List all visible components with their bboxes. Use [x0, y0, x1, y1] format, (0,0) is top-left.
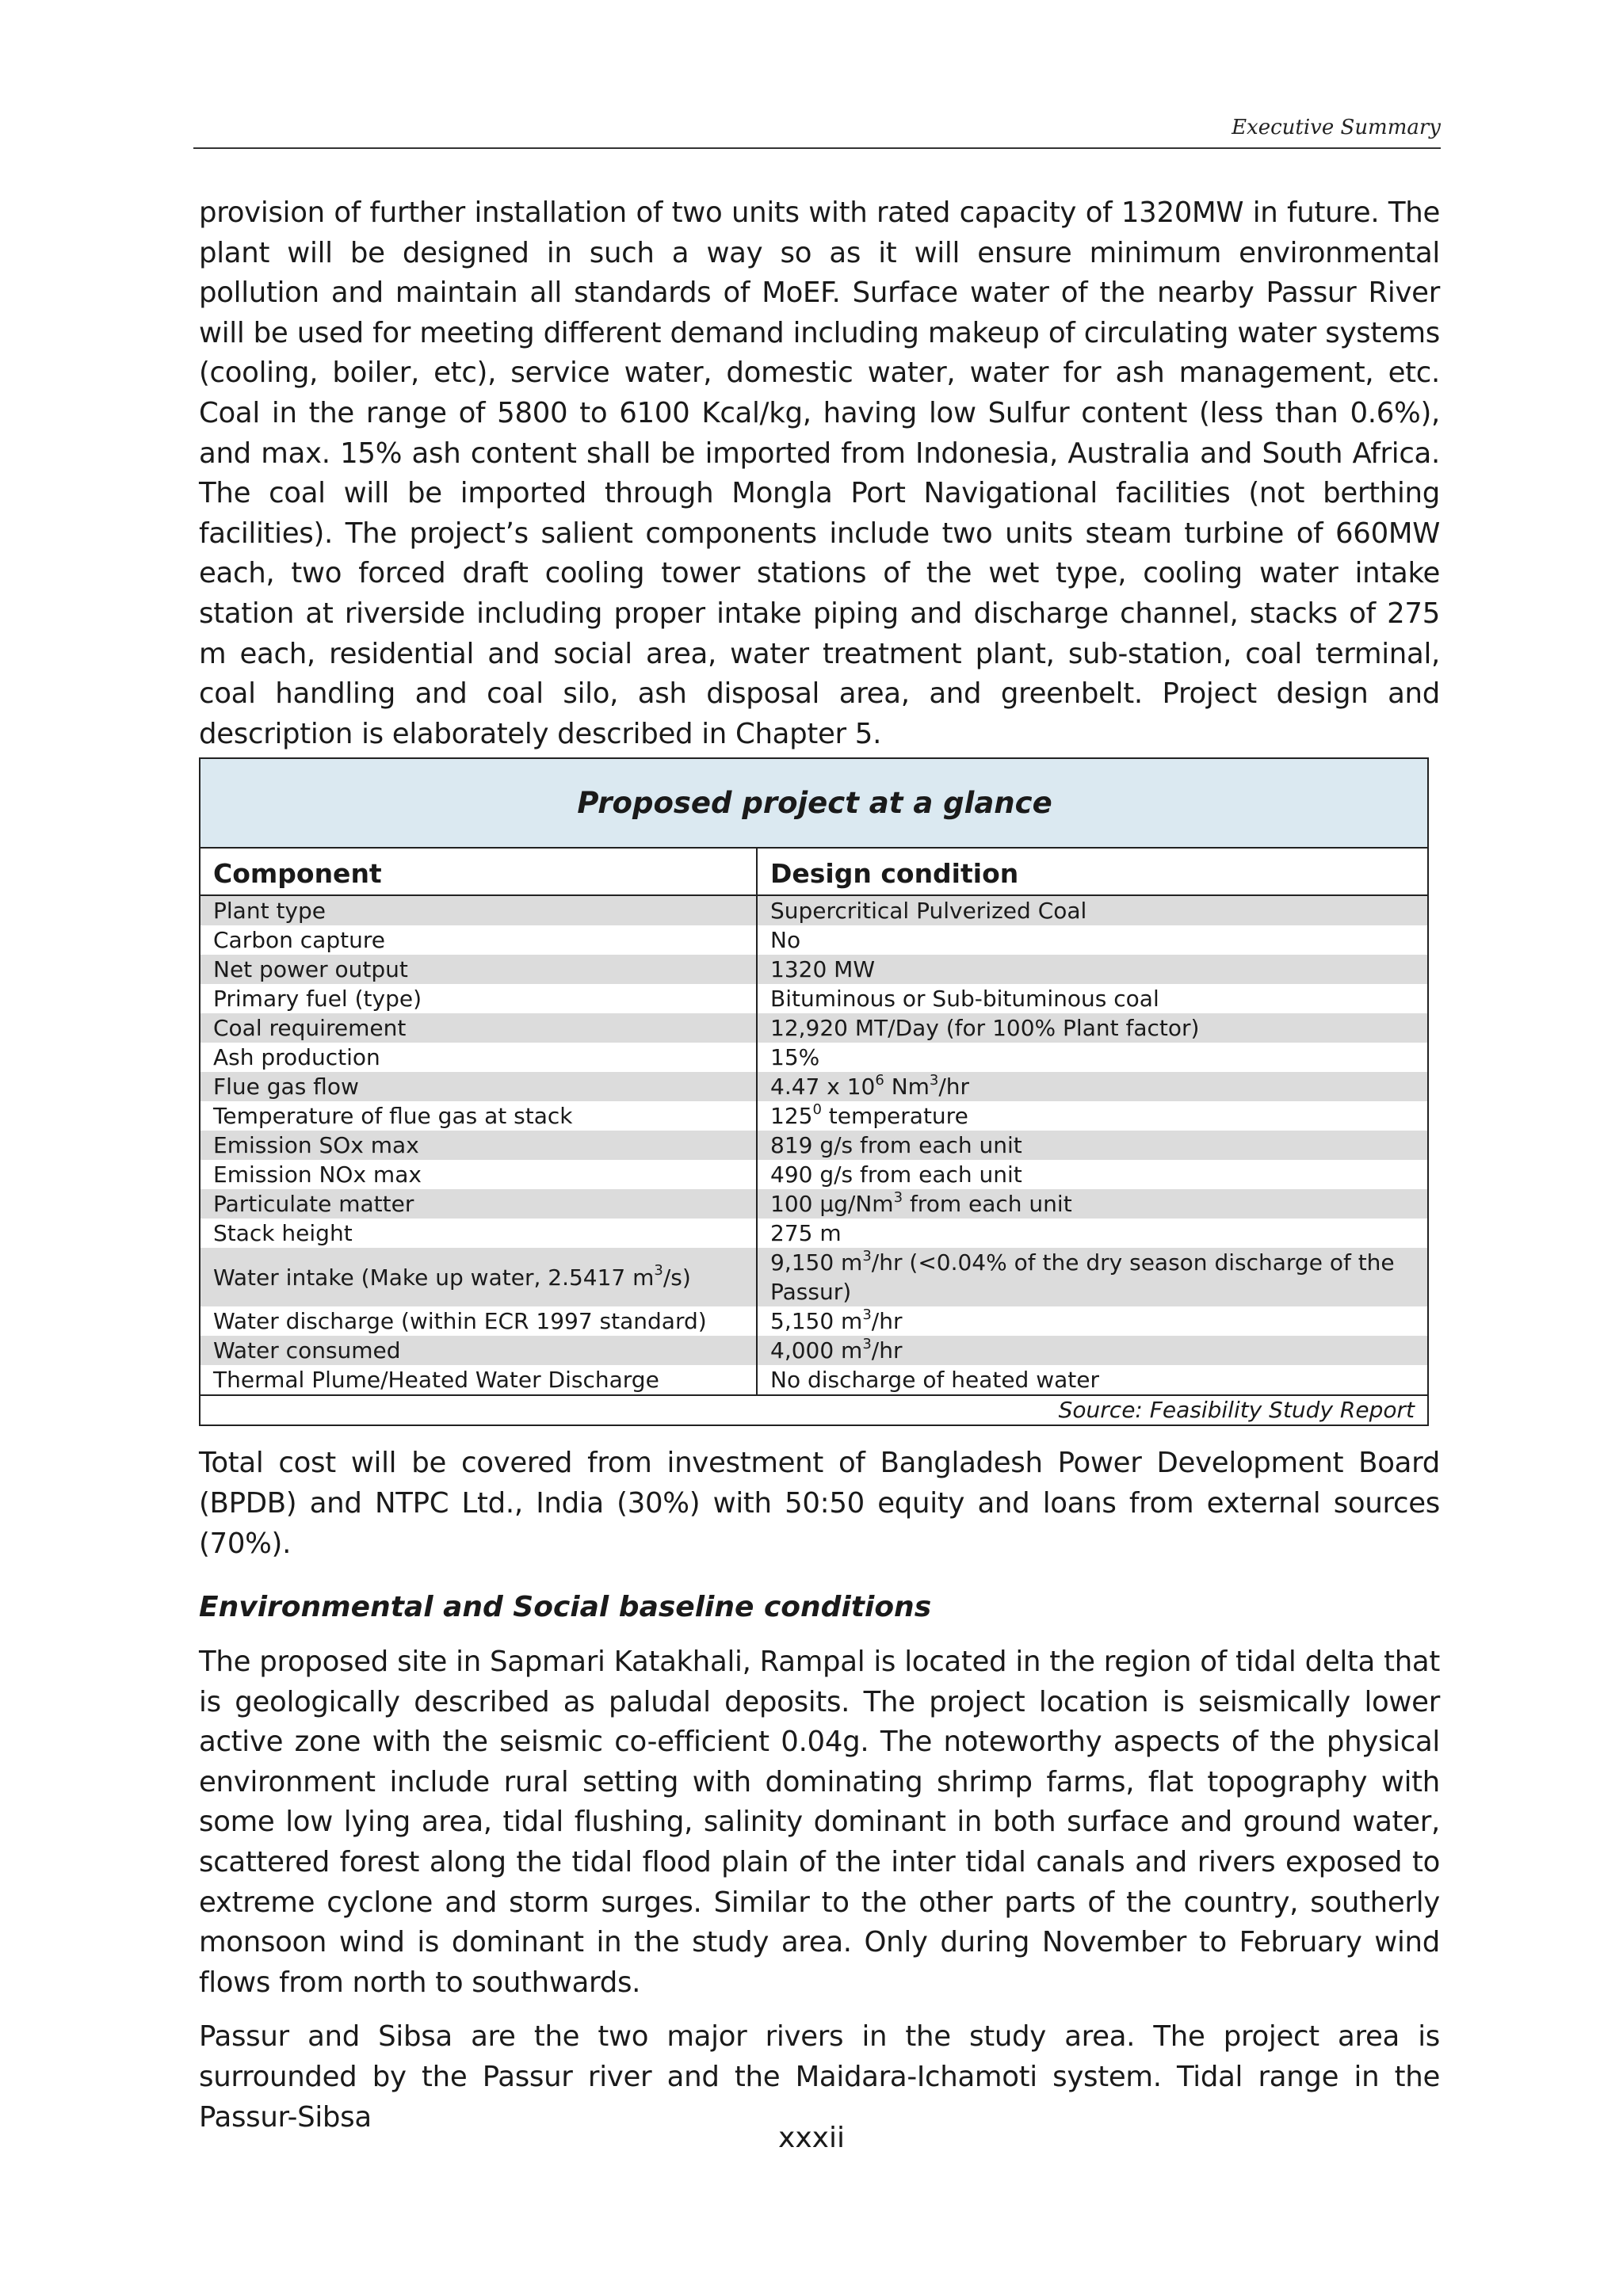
table-row [200, 1248, 1428, 1306]
table-row [200, 895, 1428, 925]
design-condition-cell: No discharge of heated water [770, 1367, 1100, 1394]
component-cell: Thermal Plume/Heated Water Discharge [200, 1365, 757, 1395]
rivers-paragraph: Passur and Sibsa are the two major rivers in the study area. The project area is surrounded by the Passur river and the Maidara-Ichamoti system. Tidal range in the Passur-Sibsa [199, 2020, 1440, 2134]
superscript: 3 [862, 1306, 872, 1323]
table-row [200, 925, 1428, 955]
design-condition-cell: 4,000 $m^3/hr$ [757, 1336, 1428, 1365]
component-cell: Coal requirement [200, 1013, 757, 1043]
table-row [200, 1072, 1428, 1101]
component-cell: Carbon capture [200, 925, 757, 955]
design-condition-cell: 15% [770, 1044, 820, 1071]
component-cell: Water consumed [200, 1336, 757, 1365]
table-row [200, 1101, 1428, 1131]
design-condition-cell: 490 g/s from each unit [770, 1161, 1022, 1188]
col-header-component: Component [200, 848, 757, 895]
table-title: Proposed project at a glance [200, 758, 1428, 848]
superscript: 3 [654, 1262, 663, 1280]
table-row [200, 955, 1428, 984]
component-cell: Net power output [200, 955, 757, 984]
table-row [200, 1189, 1428, 1219]
project-glance-table [199, 757, 1429, 1426]
table-row [200, 1160, 1428, 1189]
superscript: 0 [812, 1100, 822, 1118]
superscript: 3 [893, 1188, 903, 1206]
superscript: 3 [862, 1247, 872, 1264]
design-condition-cell: $125^0$ temperature [770, 1100, 968, 1130]
design-condition-cell: 5,150 $m^3/hr$ [770, 1306, 903, 1335]
table-row [200, 984, 1428, 1013]
superscript: 3 [929, 1071, 939, 1089]
table-row [200, 1219, 1428, 1248]
component-cell: Primary fuel (type) [200, 984, 757, 1013]
component-cell: Particulate matter [200, 1189, 757, 1219]
design-condition-cell: 12,920 MT/Day (for 100% Plant factor) [757, 1013, 1428, 1043]
page-content [199, 193, 1440, 2138]
component-cell: Plant type [200, 895, 757, 925]
superscript: 3 [862, 1335, 872, 1352]
design-condition-cell: 9,150 $m^3/hr$ (<0.04% of the dry season discharge of the Passur) [757, 1248, 1428, 1306]
component-cell: Stack height [200, 1219, 757, 1248]
table-row [200, 1336, 1428, 1365]
section-heading: Environmental and Social baseline conditions [199, 1591, 932, 1624]
design-condition-cell: 819 g/s from each unit [757, 1131, 1428, 1160]
col-header-design-condition: Design condition [757, 848, 1428, 895]
design-condition-cell: 275 m [770, 1220, 842, 1247]
component-cell: Ash production [200, 1043, 757, 1072]
design-condition-cell: 100 μg/Nm$^3$ from each unit [757, 1189, 1428, 1219]
component-cell: Emission SOx max [200, 1131, 757, 1160]
component-cell: Flue gas flow [200, 1072, 757, 1101]
table-row [200, 1306, 1428, 1336]
source-row [200, 1395, 1428, 1425]
table-row [200, 1131, 1428, 1160]
design-condition-cell: Supercritical Pulverized Coal [757, 895, 1428, 925]
component-cell: Water intake (Make up water, 2.5417 $m^3/s$) [200, 1248, 757, 1306]
superscript: 6 [875, 1071, 884, 1089]
design-condition-cell: 4.47 x $10^6$ Nm$^3$/hr [757, 1072, 1428, 1101]
component-cell: Temperature of flue gas at stack [200, 1101, 757, 1131]
running-header [193, 111, 1441, 149]
design-condition-cell: Bituminous or Sub-bituminous coal [770, 986, 1159, 1013]
design-condition-cell: 1320 MW [757, 955, 1428, 984]
baseline-paragraph: The proposed site in Sapmari Katakhali, Rampal is located in the region of tidal delta that is geologically described as paludal deposits. The project location is seismically lower active zone with the seismic co-efficient 0.04g. The noteworthy aspects of the physical environment include rural setting with dominating shrimp farms, flat topography with some low lying area, tidal flushing, salinity dominant in both surface and ground water, scattered forest along the tidal flood plain of the inter tidal canals and rivers exposed to extreme cyclone and storm surges. Similar to the other parts of the country, southerly monsoon wind is dominant in the study area. Only during November to February wind flows from north to southwards. [199, 1646, 1440, 1999]
component-cell: Emission NOx max [200, 1160, 757, 1189]
page-number: xxxii [778, 2122, 845, 2154]
table-row [200, 1365, 1428, 1395]
cost-paragraph: Total cost will be covered from investment of Bangladesh Power Development Board (BPDB) and NTPC Ltd., India (30%) with 50:50 equity and loans from external sources (70%). [199, 1447, 1440, 1560]
table-row [200, 1043, 1428, 1072]
header-title: Executive Summary [1232, 116, 1441, 139]
design-condition-cell: No [770, 927, 801, 954]
table-source: Source: Feasibility Study Report [200, 1395, 1428, 1425]
component-cell: Water discharge (within ECR 1997 standard) [200, 1306, 757, 1336]
table-row [200, 1013, 1428, 1043]
intro-paragraph: provision of further installation of two units with rated capacity of 1320MW in future. The plant will be designed in such a way so as it will ensure minimum environmental pollution and maintain all standards of MoEF. Surface water of the nearby Passur River will be used for meeting different demand including makeup of circulating water systems (cooling, boiler, etc), service water, domestic water, water for ash management, etc. Coal in the range of 5800 to 6100 Kcal/kg, having low Sulfur content (less than 0.6%), and max. 15% ash content shall be imported from Indonesia, Australia and South Africa. The coal will be imported through Mongla Port Navigational facilities (not berthing facilities). The project’s salient components include two units steam turbine of 660MW each, two forced draft cooling tower stations of the wet type, cooling water intake station at riverside including proper intake piping and discharge channel, stacks of 275 m each, residential and social area, water treatment plant, sub-station, coal terminal, coal handling and coal silo, ash disposal area, and greenbelt. Project design and description is elaborately described in Chapter 5. [199, 196, 1440, 750]
